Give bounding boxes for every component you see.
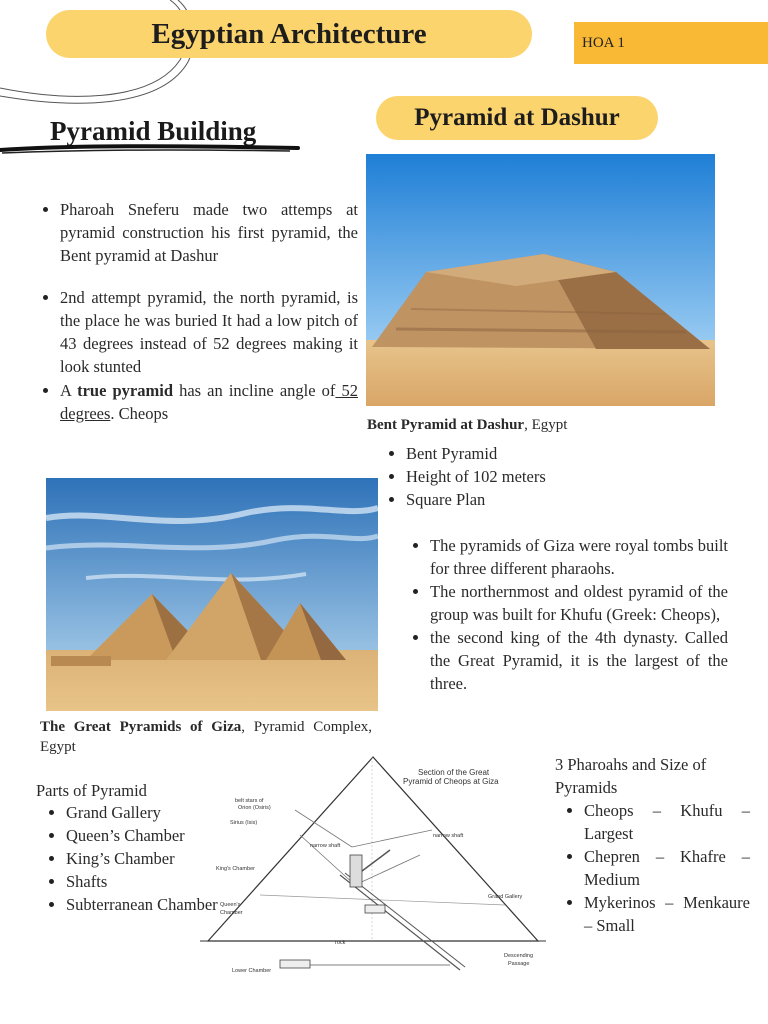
diagram-label: Queen's: [220, 902, 241, 908]
caption-location: , Egypt: [524, 417, 568, 433]
dashur-facts-list: [386, 442, 666, 511]
diagram-label: Orion (Osiris): [238, 805, 271, 811]
list-item: 2nd attempt pyramid, the north pyramid, is the place he was buried It had a low pitch of 43 degrees instead of 52 degrees making it look stunted: [60, 288, 358, 376]
heading-pyramid-at-dashur: Pyramid at Dashur: [376, 96, 658, 140]
text-segment: A: [60, 381, 78, 400]
diagram-title: Section of the Great: [418, 768, 490, 777]
list-item: Height of 102 meters: [406, 465, 666, 488]
diagram-label: Passage: [508, 961, 530, 967]
diagram-label: narrow shaft: [433, 833, 464, 839]
pyramid-section-diagram: [200, 755, 546, 977]
diagram-label: belt stars of: [235, 798, 264, 804]
list-item: The northernmost and oldest pyramid of the group was built for Khufu (Greek: Cheops),: [430, 582, 728, 624]
list-item: Bent Pyramid: [406, 442, 666, 465]
diagram-label: rock: [335, 940, 346, 946]
list-item: Pharoah Sneferu made two attemps at pyramid construction his first pyramid, the Bent pyramid at Dashur: [60, 200, 358, 265]
list-item: Shafts: [66, 870, 236, 893]
dashur-caption: [367, 417, 567, 434]
list-item: Subterranean Chamber: [66, 893, 236, 916]
giza-facts-list: [410, 534, 728, 695]
diagram-label: Descending: [504, 953, 534, 959]
true-pyramid-term: true pyramid: [77, 381, 174, 400]
list-item-true-pyramid: [60, 379, 358, 425]
diagram-label: narrow shaft: [310, 843, 341, 849]
diagram-label: Chamber: [220, 910, 243, 916]
text-segment: . Cheops: [110, 404, 169, 423]
caption-title: The Great Pyramids of Giza: [40, 719, 242, 735]
pharaohs-title: 3 Pharoahs and Size of Pyramids: [555, 755, 707, 797]
list-item: Cheops – Khufu – Largest: [584, 801, 750, 843]
heading-pyramid-building: Pyramid Building: [50, 116, 257, 146]
pharaohs-list: [564, 799, 750, 937]
list-item: Mykerinos – Menkaure – Small: [584, 893, 750, 935]
diagram-label: King's Chamber: [216, 866, 255, 872]
giza-caption: [40, 717, 372, 757]
page-title: Egyptian Architecture: [46, 10, 532, 58]
list-item: the second king of the 4th dynasty. Called the Great Pyramid, it is the largest of the three.: [430, 628, 728, 693]
list-item: The pyramids of Giza were royal tombs built for three different pharaohs.: [430, 536, 728, 578]
pyramid-building-list: [40, 198, 358, 425]
list-item: Grand Gallery: [66, 801, 236, 824]
diagram-label: Grand Gallery: [488, 894, 523, 900]
list-item: Square Plan: [406, 488, 666, 511]
list-item: King’s Chamber: [66, 847, 236, 870]
diagram-title: Pyramid of Cheops at Giza: [403, 777, 499, 786]
list-item: Queen’s Chamber: [66, 824, 236, 847]
caption-location: , Pyramid Complex, Egypt: [40, 719, 372, 755]
diagram-label: Sirius (Isis): [230, 820, 258, 826]
parts-title: Parts of Pyramid: [36, 781, 147, 800]
diagram-label: Lower Chamber: [232, 968, 272, 974]
course-badge: HOA 1: [574, 22, 768, 64]
brush-underline: [0, 140, 300, 160]
list-item: Chepren – Khafre – Medium: [584, 847, 750, 889]
caption-title: Bent Pyramid at Dashur: [367, 417, 525, 433]
angle-value: 52 degrees: [60, 381, 358, 423]
text-segment: has an incline angle of: [173, 381, 336, 400]
giza-pyramids-photo: [46, 478, 378, 711]
bent-pyramid-photo: [366, 154, 715, 406]
